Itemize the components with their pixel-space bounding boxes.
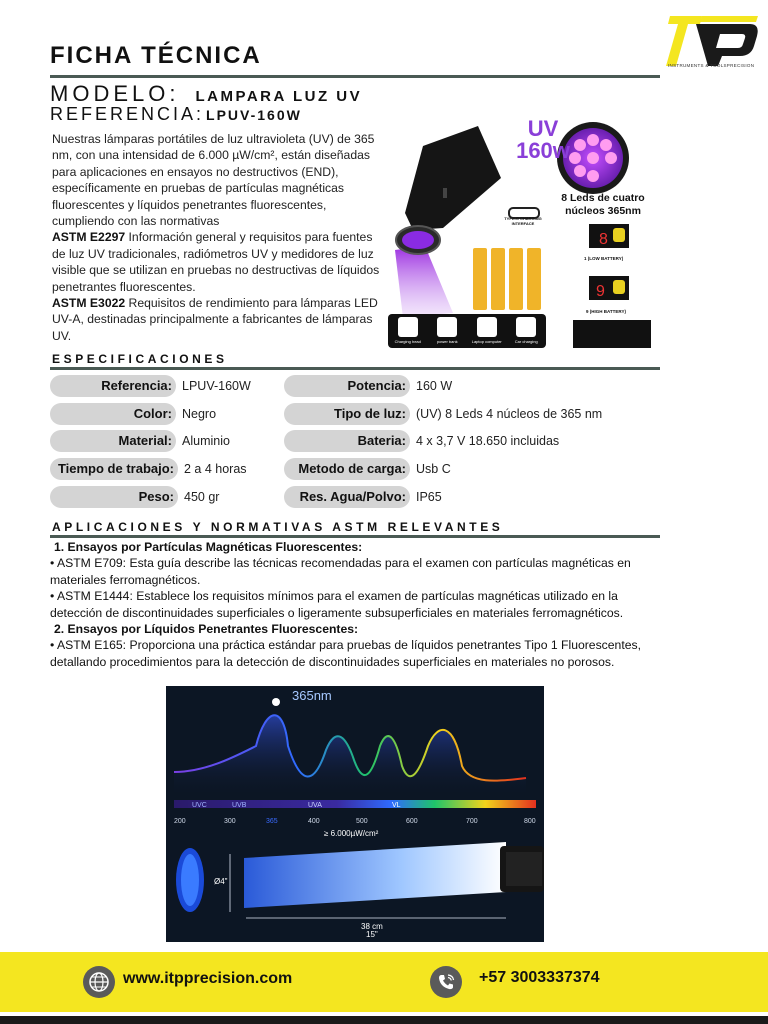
intro-paragraph — [52, 131, 388, 344]
referencia-row — [50, 104, 302, 125]
laptop-icon: Laptop computer — [469, 317, 505, 344]
spec-value: LPUV-160W — [182, 379, 251, 393]
spec-row — [284, 403, 602, 425]
tick-label: 800 — [524, 818, 536, 825]
phone-number[interactable]: +57 3003337374 — [479, 969, 600, 986]
spec-row — [50, 486, 219, 508]
spec-row — [284, 430, 559, 452]
spec-label: Tipo de luz: — [284, 403, 410, 425]
spec-value: 4 x 3,7 V 18.650 incluidas — [416, 434, 560, 448]
svg-text:8: 8 — [599, 231, 608, 248]
spec-row — [284, 375, 452, 397]
bottom-bar — [0, 1016, 768, 1024]
band-uvc: UVC — [192, 802, 207, 809]
title-underline — [50, 75, 660, 78]
spec-label: Material: — [50, 430, 176, 452]
high-battery-caption: 9 (HIGH BATTERY) — [586, 309, 626, 314]
power-label: 160w — [516, 138, 570, 163]
specs-heading: ESPECIFICACIONES — [52, 352, 228, 366]
spec-label: Res. Agua/Polvo: — [284, 486, 410, 508]
app-item: • ASTM E165: Proporciona una práctica estándar para pruebas de líquidos penetrantes Tipo 1 Fluorescentes, detallando procedimientos para la detección de discontinuidades superficiales en materiales no porosos. — [50, 638, 641, 669]
car-charging-icon: Car charging — [508, 317, 544, 344]
charging-head-icon: Charging head — [390, 317, 426, 344]
app-item: • ASTM E709: Esta guía describe las técnicas recomendadas para el examen con partículas magnéticas en materiales ferromagnéticos. — [50, 556, 631, 587]
product-image — [383, 118, 658, 350]
tick-label: 365 — [266, 818, 278, 825]
spec-value: IP65 — [416, 490, 442, 504]
spec-value: Aluminio — [182, 434, 230, 448]
phone-icon — [430, 966, 462, 998]
spec-label: Metodo de carga: — [284, 458, 410, 480]
distance-cm-label: 38 cm — [361, 922, 383, 931]
logo-subtitle: INSTRUMENTS & TOOLSPRECISION — [668, 63, 755, 68]
spec-row — [50, 458, 247, 480]
spec-row — [284, 486, 442, 508]
svg-text:9: 9 — [596, 283, 605, 300]
spec-label: Color: — [50, 403, 176, 425]
spec-value: (UV) 8 Leds 4 núcleos de 365 nm — [416, 407, 603, 421]
globe-icon — [83, 966, 115, 998]
band-uvb: UVB — [232, 802, 247, 809]
website-link[interactable]: www.itpprecision.com — [123, 970, 293, 987]
tick-label: 200 — [174, 818, 186, 825]
low-battery-caption: 1 (LOW BATTERY) — [584, 256, 624, 261]
intro-text: Nuestras lámparas portátiles de luz ultravioleta (UV) de 365 nm, con una intensidad de 6.000 µW/cm², están diseñadas para aplicaciones en ensayos no destructivos (END), específicamente en pruebas de partículas magnéticas fluorescentes y líquidos penetrantes fluorescentes, cumpliendo con las normativas — [52, 132, 375, 229]
footer — [0, 952, 768, 1012]
leds-caption: 8 Leds de cuatro núcleos 365nm — [561, 192, 645, 217]
battery-note-box — [573, 320, 651, 348]
spec-label: Tiempo de trabajo: — [50, 458, 178, 480]
std-e2297: ASTM E2297 — [52, 230, 126, 245]
uv-power-label — [513, 118, 573, 162]
spec-value: Usb C — [416, 462, 451, 476]
spec-row — [50, 430, 230, 452]
spectrum-image — [166, 686, 544, 942]
distance-in-label: 15" — [366, 930, 378, 939]
referencia-value: LPUV-160W — [206, 107, 302, 123]
typec-caption: TYPE-C CHARGING INTERFACE — [504, 216, 542, 226]
referencia-label: REFERENCIA: — [50, 104, 205, 124]
app-heading-penetrant: 2. Ensayos por Líquidos Penetrantes Fluorescentes: — [54, 622, 359, 637]
tick-label: 500 — [356, 818, 368, 825]
page-title: FICHA TÉCNICA — [50, 42, 262, 69]
power-bank-icon: power bank — [429, 317, 465, 344]
spec-value: 160 W — [416, 379, 453, 393]
tick-label: 300 — [224, 818, 236, 825]
modelo-value: LAMPARA LUZ UV — [195, 88, 363, 105]
band-uva: UVA — [308, 802, 322, 809]
tick-label: 600 — [406, 818, 418, 825]
charging-options-strip — [388, 314, 546, 348]
modelo-label: MODELO: — [50, 81, 180, 106]
std-e2297-text: Información general y requisitos para fuentes de luz UV tradicionales, radiómetros UV y medidores de luz visible que se utilizan en pruebas no destructivas de líquidos penetrantes fluorescentes. — [52, 230, 380, 294]
spec-row — [50, 375, 251, 397]
std-e3022-text: Requisitos de rendimiento para lámparas LED UV-A, destinadas principalmente a fabricantes de lámparas UV. — [52, 296, 378, 343]
intensity-label: ≥ 6.000µW/cm² — [324, 829, 379, 838]
diameter-label: Ø4" — [214, 877, 228, 886]
spec-label: Referencia: — [50, 375, 176, 397]
applications-heading: APLICACIONES Y NORMATIVAS ASTM RELEVANTES — [52, 520, 504, 534]
band-vl: VL — [392, 802, 401, 809]
peak-label: 365nm — [292, 688, 332, 703]
spec-label: Peso: — [50, 486, 178, 508]
spec-label: Bateria: — [284, 430, 410, 452]
spec-value: Negro — [182, 407, 217, 421]
tick-label: 700 — [466, 818, 478, 825]
spec-row — [284, 458, 451, 480]
tick-label: 400 — [308, 818, 320, 825]
spec-row — [50, 403, 216, 425]
spec-value: 450 gr — [184, 490, 220, 504]
uv-label: UV — [527, 116, 559, 141]
applications-list — [50, 539, 662, 670]
app-heading-magnetic: 1. Ensayos por Partículas Magnéticas Fluorescentes: — [54, 540, 363, 554]
app-item: • ASTM E1444: Establece los requisitos mínimos para el examen de partículas magnéticas utilizado en la detección de discontinuidades superficiales o ligeramente subsuperficiales en materiales ferromagnéticos. — [50, 589, 624, 620]
applications-divider — [50, 535, 660, 538]
spec-label: Potencia: — [284, 375, 410, 397]
spec-value: 2 a 4 horas — [184, 462, 247, 476]
std-e3022: ASTM E3022 — [52, 296, 126, 311]
specs-divider — [50, 367, 660, 370]
